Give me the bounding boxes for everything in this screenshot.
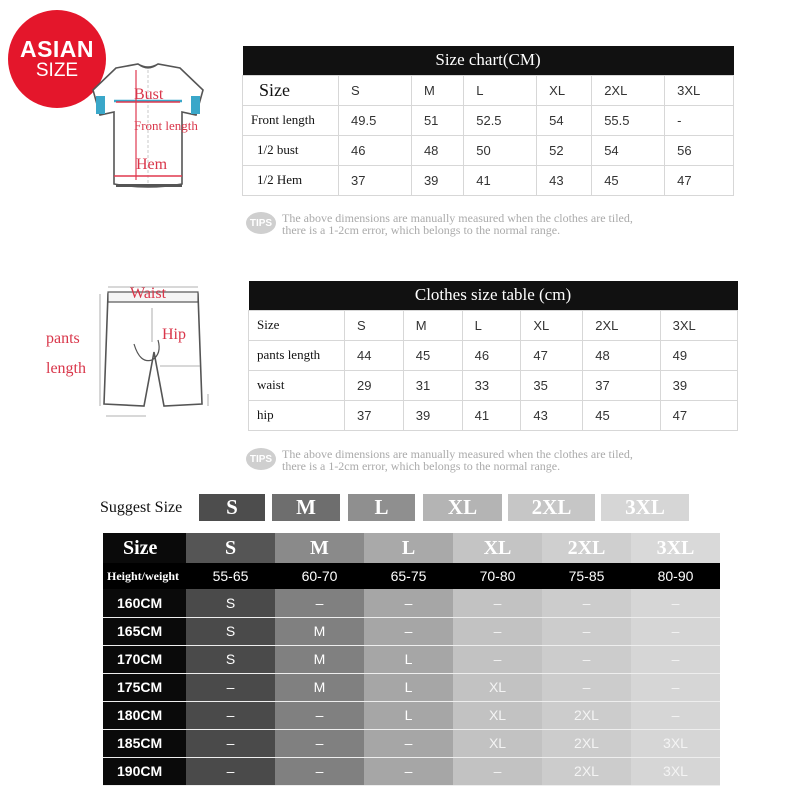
jersey-table-title: Size chart(CM): [243, 46, 734, 75]
grid-cell: S: [186, 617, 275, 645]
jersey-row-label: 1/2 Hem: [243, 165, 339, 195]
jersey-cell: 39: [411, 165, 463, 195]
jersey-cell: 47: [665, 165, 734, 195]
jersey-cell: 46: [339, 135, 412, 165]
jersey-row-label: Front length: [243, 105, 339, 135]
grid-size-header: S: [186, 533, 275, 563]
grid-cell: M: [275, 673, 364, 701]
jersey-size-header: Size: [243, 75, 339, 105]
jersey-cell: 52: [537, 135, 592, 165]
grid-cell: M: [275, 617, 364, 645]
grid-cell: 2XL: [542, 729, 631, 757]
grid-row: [103, 701, 720, 729]
pants-size-col: 3XL: [660, 310, 737, 340]
pants-row-label: hip: [249, 400, 345, 430]
height-label: 190CM: [103, 757, 186, 785]
height-label: 170CM: [103, 645, 186, 673]
pants-size-col: 2XL: [583, 310, 660, 340]
grid-size-header: L: [364, 533, 453, 563]
jersey-cell: 49.5: [339, 105, 412, 135]
tips-text: [282, 448, 633, 472]
grid-cell: S: [186, 589, 275, 617]
suggest-size-xl: XL: [423, 494, 502, 521]
grid-cell: L: [364, 701, 453, 729]
jersey-cell: 56: [665, 135, 734, 165]
grid-cell: XL: [453, 729, 542, 757]
tips-line1: The above dimensions are manually measured when the clothes are tiled,: [282, 211, 633, 225]
suggest-size-label: Suggest Size: [100, 499, 183, 516]
grid-cell: –: [631, 701, 720, 729]
pants-cell: 39: [660, 370, 737, 400]
grid-cell: –: [453, 757, 542, 785]
grid-cell: –: [631, 589, 720, 617]
grid-cell: –: [275, 589, 364, 617]
grid-size-header: 3XL: [631, 533, 720, 563]
pants-size-col: S: [345, 310, 404, 340]
pants-cell: 29: [345, 370, 404, 400]
hip-label: Hip: [162, 326, 186, 343]
grid-cell: –: [364, 729, 453, 757]
height-label: 160CM: [103, 589, 186, 617]
jersey-cell: 45: [592, 165, 665, 195]
pants-cell: 43: [521, 400, 583, 430]
waist-label: Waist: [130, 285, 167, 302]
pants-size-table: [248, 281, 738, 431]
pants-size-col: L: [462, 310, 521, 340]
height-label: 175CM: [103, 673, 186, 701]
weight-range: 70-80: [453, 563, 542, 589]
hem-label: Hem: [136, 156, 168, 173]
pants-row-label: pants length: [249, 340, 345, 370]
jersey-cell: 52.5: [464, 105, 537, 135]
jersey-size-col: 2XL: [592, 75, 665, 105]
jersey-cell: 50: [464, 135, 537, 165]
tips-icon: TIPS: [246, 212, 276, 234]
pants-cell: 46: [462, 340, 521, 370]
grid-cell: –: [186, 701, 275, 729]
tips-line2: there is a 1-2cm error, which belongs to the normal range.: [282, 223, 561, 237]
height-label: 165CM: [103, 617, 186, 645]
jersey-cell: 55.5: [592, 105, 665, 135]
grid-cell: –: [275, 757, 364, 785]
grid-cell: –: [453, 617, 542, 645]
pants-cell: 33: [462, 370, 521, 400]
weight-range: 55-65: [186, 563, 275, 589]
pants-cell: 39: [403, 400, 462, 430]
pants-length-label-line1: pants: [46, 330, 80, 347]
grid-cell: –: [275, 729, 364, 757]
pants-cell: 48: [583, 340, 660, 370]
grid-corner: Size: [103, 533, 186, 563]
weight-range: 60-70: [275, 563, 364, 589]
grid-cell: –: [453, 645, 542, 673]
pants-size-header: Size: [249, 310, 345, 340]
pants-cell: 37: [345, 400, 404, 430]
pants-cell: 37: [583, 370, 660, 400]
suggest-size-s: S: [199, 494, 265, 521]
grid-cell: –: [542, 673, 631, 701]
suggest-size-2xl: 2XL: [508, 494, 595, 521]
grid-size-header: XL: [453, 533, 542, 563]
tips-text: [282, 212, 633, 236]
grid-row: [103, 645, 720, 673]
jersey-size-col: 3XL: [665, 75, 734, 105]
grid-cell: XL: [453, 701, 542, 729]
jersey-cell: 54: [592, 135, 665, 165]
grid-row: [103, 757, 720, 785]
jersey-size-table: [242, 46, 734, 196]
measurement-tips-jersey: [246, 212, 633, 236]
jersey-size-col: M: [411, 75, 463, 105]
pants-size-col: M: [403, 310, 462, 340]
grid-cell: –: [364, 589, 453, 617]
height-label: 180CM: [103, 701, 186, 729]
height-weight-label: Height/weight: [103, 563, 186, 589]
pants-cell: 47: [521, 340, 583, 370]
pants-cell: 41: [462, 400, 521, 430]
pants-length-label-line2: length: [46, 360, 86, 377]
pants-cell: 44: [345, 340, 404, 370]
tips-icon: TIPS: [246, 448, 276, 470]
grid-row: [103, 673, 720, 701]
jersey-cell: 51: [411, 105, 463, 135]
shorts-illustration: [90, 282, 220, 427]
tips-line1: The above dimensions are manually measured when the clothes are tiled,: [282, 447, 633, 461]
bust-label: Bust: [134, 86, 164, 103]
weight-range: 65-75: [364, 563, 453, 589]
grid-cell: S: [186, 645, 275, 673]
grid-cell: 3XL: [631, 729, 720, 757]
front-length-label: Front length: [134, 118, 198, 133]
pants-size-col: XL: [521, 310, 583, 340]
grid-cell: 2XL: [542, 757, 631, 785]
grid-cell: M: [275, 645, 364, 673]
grid-cell: 3XL: [631, 757, 720, 785]
height-label: 185CM: [103, 729, 186, 757]
jersey-cell: 37: [339, 165, 412, 195]
pants-row-label: waist: [249, 370, 345, 400]
badge-line1: ASIAN: [19, 35, 95, 62]
jersey-cell: 43: [537, 165, 592, 195]
weight-range: 80-90: [631, 563, 720, 589]
pants-table-title: Clothes size table (cm): [249, 281, 738, 310]
suggest-size-l: L: [348, 494, 415, 521]
grid-size-header: 2XL: [542, 533, 631, 563]
grid-cell: XL: [453, 673, 542, 701]
jersey-size-col: S: [339, 75, 412, 105]
pants-cell: 45: [583, 400, 660, 430]
grid-row: [103, 729, 720, 757]
jersey-size-col: XL: [537, 75, 592, 105]
pants-cell: 45: [403, 340, 462, 370]
jersey-row-label: 1/2 bust: [243, 135, 339, 165]
grid-cell: 2XL: [542, 701, 631, 729]
jersey-size-col: L: [464, 75, 537, 105]
weight-range: 75-85: [542, 563, 631, 589]
grid-cell: –: [364, 757, 453, 785]
tips-line2: there is a 1-2cm error, which belongs to the normal range.: [282, 459, 561, 473]
measurement-tips-pants: [246, 448, 633, 472]
grid-row: [103, 589, 720, 617]
grid-cell: –: [453, 589, 542, 617]
pants-cell: 31: [403, 370, 462, 400]
grid-cell: –: [186, 673, 275, 701]
pants-cell: 35: [521, 370, 583, 400]
grid-cell: L: [364, 645, 453, 673]
grid-size-header: M: [275, 533, 364, 563]
grid-cell: –: [364, 617, 453, 645]
pants-cell: 47: [660, 400, 737, 430]
jersey-cell: -: [665, 105, 734, 135]
jersey-cell: 41: [464, 165, 537, 195]
badge-line2: SIZE: [35, 60, 79, 82]
grid-row: [103, 617, 720, 645]
grid-cell: –: [542, 589, 631, 617]
grid-cell: L: [364, 673, 453, 701]
grid-cell: –: [275, 701, 364, 729]
grid-cell: –: [186, 757, 275, 785]
grid-cell: –: [186, 729, 275, 757]
suggest-size-m: M: [272, 494, 340, 521]
suggest-size-3xl: 3XL: [601, 494, 689, 521]
grid-cell: –: [542, 617, 631, 645]
pants-cell: 49: [660, 340, 737, 370]
grid-cell: –: [631, 617, 720, 645]
grid-cell: –: [542, 645, 631, 673]
height-weight-size-grid: [103, 533, 720, 786]
grid-cell: –: [631, 645, 720, 673]
jersey-cell: 48: [411, 135, 463, 165]
jersey-cell: 54: [537, 105, 592, 135]
grid-cell: –: [631, 673, 720, 701]
